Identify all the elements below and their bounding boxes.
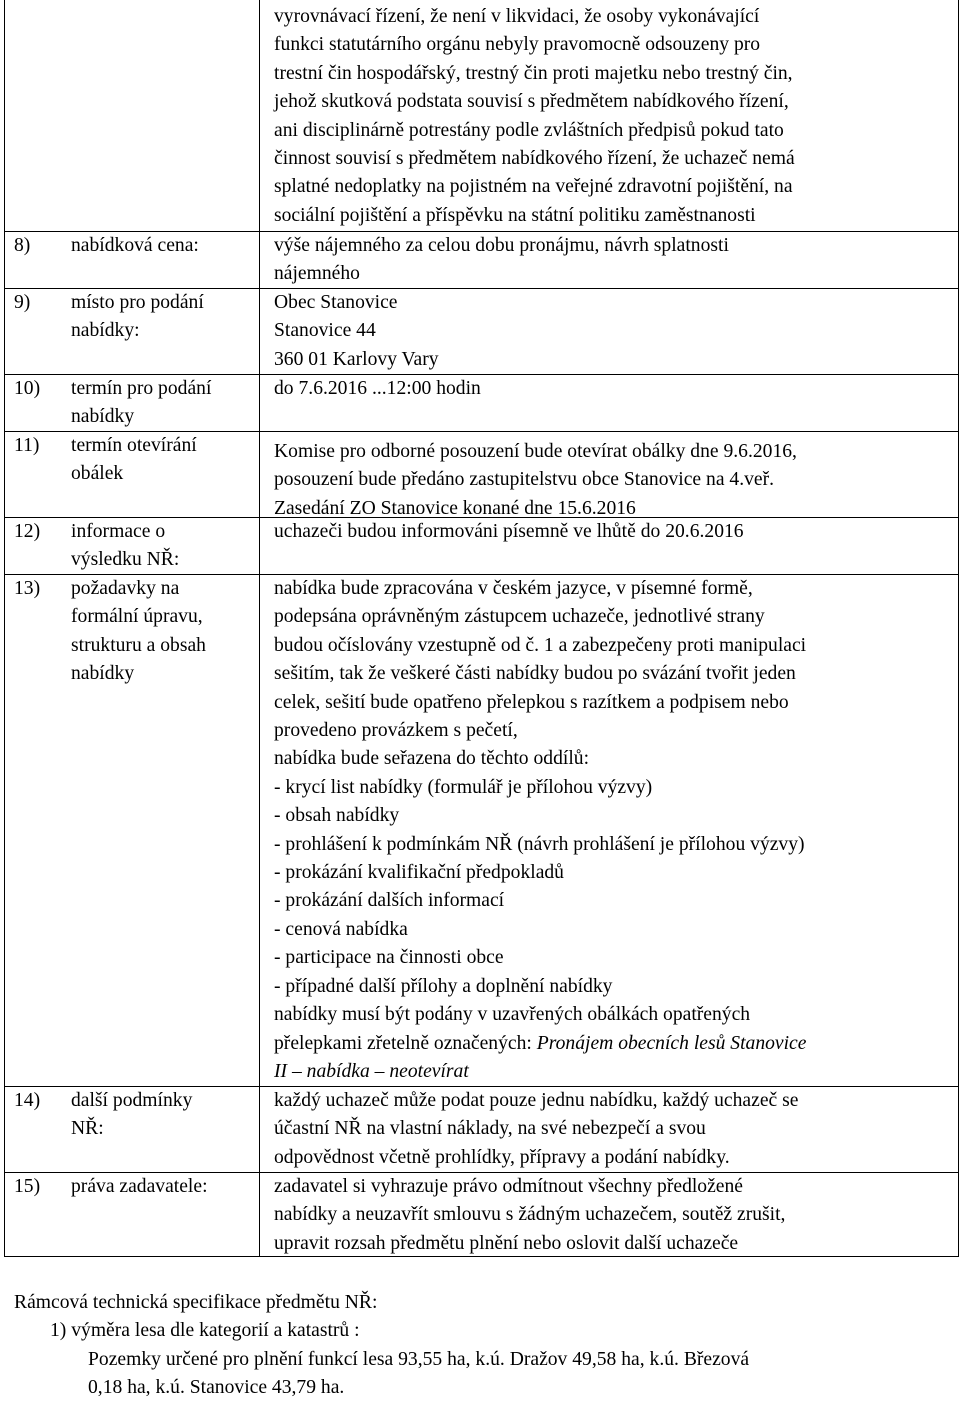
text-line (274, 1030, 954, 1058)
list-item: - případné další přílohy a doplnění nabídky (274, 975, 613, 997)
row-value-10 (274, 375, 954, 403)
text-line: Obec Stanovice (274, 292, 398, 313)
spec-description: Pozemky určené pro plnění funkcí lesa 93,55 ha, k.ú. Dražov 49,58 ha, k.ú. Březová (88, 1348, 750, 1370)
text-line: Zasedání ZO Stanovice konané dne 15.6.2016 (274, 497, 636, 519)
label-line: termín pro podání (71, 378, 212, 399)
row-value-11 (274, 438, 954, 523)
envelope-marking: Pronájem obecních lesů Stanovice (536, 1032, 807, 1054)
text-line: posouzení bude předáno zastupitelstvu obce Stanovice na 4.veř. (274, 469, 775, 491)
label-line: práva zadavatele: (71, 1176, 208, 1197)
label-line: informace o (71, 521, 166, 542)
label-line: místo pro podání (71, 292, 204, 313)
list-item: - prokázání kvalifikační předpokladů (274, 862, 564, 884)
label-line: nabídky (71, 406, 135, 428)
row-number: 13) (14, 578, 41, 599)
row-value-15 (274, 1173, 954, 1258)
envelope-lead: přelepkami zřetelně označených: (274, 1032, 537, 1054)
text-line: budou očíslovány vzestupně od č. 1 a zabezpečeny proti manipulaci (274, 634, 807, 656)
row-value-14 (274, 1087, 954, 1172)
row-number: 8) (14, 235, 31, 256)
text-line: provedeno provázkem s pečetí, (274, 720, 518, 742)
text-line: sešitím, tak že veškeré části nabídky budou po svázání tvořit jeden (274, 663, 796, 685)
label-line: výsledku NŘ: (71, 549, 180, 571)
row-number: 12) (14, 521, 41, 542)
row-value-12 (274, 518, 954, 546)
qualification-text (274, 3, 954, 230)
text-line: Komise pro odborné posouzení bude otevírat obálky dne 9.6.2016, (274, 441, 797, 462)
label-line: termín otevírání (71, 435, 197, 456)
row-number: 15) (14, 1176, 41, 1197)
list-item: - krycí list nabídky (formulář je přílohou výzvy) (274, 776, 653, 798)
text-line: do 7.6.2016 ...12:00 hodin (274, 378, 481, 399)
text-line: upravit rozsah předmětu plnění nebo oslovit další uchazeče (274, 1232, 739, 1254)
row-value-9 (274, 289, 954, 374)
text-line: podepsána oprávněným zástupcem uchazeče, jednotlivé strany (274, 606, 765, 628)
column-separator (259, 0, 260, 1256)
text-line: činnost souvisí s předmětem nabídkového řízení, že uchazeč nemá (274, 148, 795, 170)
list-item: - prohlášení k podmínkám NŘ (návrh prohlášení je přílohou výzvy) (274, 833, 805, 855)
text-line: zadavatel si vyhrazuje právo odmítnout všechny předložené (274, 1176, 743, 1197)
text-line: nabídka bude seřazena do těchto oddílů: (274, 748, 590, 770)
text-line: celek, sešití bude opatřeno přelepkou s razítkem a podpisem nebo (274, 691, 789, 713)
label-line: formální úpravu, (71, 606, 203, 628)
spec-item: 1) výměra lesa dle kategorií a katastrů : (50, 1320, 360, 1342)
row-number: 11) (14, 435, 40, 456)
text-line: nabídky musí být podány v uzavřených obálkách opatřených (274, 1004, 751, 1026)
text-line: sociální pojištění a příspěvku na státní politiku zaměstnanosti (274, 204, 756, 226)
text-line: vyrovnávací řízení, že není v likvidaci, že osoby vykonávající (274, 6, 760, 27)
row-number: 10) (14, 378, 41, 399)
text-line: každý uchazeč může podat pouze jednu nabídku, každý uchazeč se (274, 1090, 799, 1111)
list-item: - cenová nabídka (274, 918, 408, 940)
text-line: nájemného (274, 263, 360, 285)
text-line: ani disciplinárně potrestány podle zvláštních předpisů pokud tato (274, 119, 784, 141)
text-line: splatné nedoplatky na pojistném na veřejné zdravotní pojištění, na (274, 176, 793, 198)
label-line: nabídky: (71, 320, 140, 342)
list-item: - participace na činnosti obce (274, 947, 504, 969)
row-number: 14) (14, 1090, 41, 1111)
technical-specification (14, 1289, 944, 1403)
text-line: výše nájemného za celou dobu pronájmu, návrh splatnosti (274, 235, 729, 256)
label-line: nabídky (71, 663, 135, 685)
text-line: odpovědnost včetně prohlídky, přípravy a podání nabídky. (274, 1146, 730, 1168)
row-value-13 (274, 575, 954, 1086)
text-line: nabídky a neuzavřít smlouvu s žádným uchazečem, soutěž zrušit, (274, 1204, 786, 1226)
spec-description: 0,18 ha, k.ú. Stanovice 43,79 ha. (88, 1377, 345, 1399)
label-line: NŘ: (71, 1118, 104, 1140)
label-line: strukturu a obsah (71, 634, 206, 656)
section-heading: Rámcová technická specifikace předmětu NŘ: (14, 1292, 378, 1313)
list-item: - obsah nabídky (274, 805, 400, 827)
list-item: - prokázání dalších informací (274, 890, 505, 912)
text-line: trestní čin hospodářský, trestný čin proti majetku nebo trestný čin, (274, 62, 793, 84)
text-line: uchazeči budou informováni písemně ve lhůtě do 20.6.2016 (274, 521, 744, 542)
text-line: jehož skutková podstata souvisí s předmětem nabídkového řízení, (274, 91, 789, 113)
row-value-8 (274, 232, 954, 289)
label-line: nabídková cena: (71, 235, 199, 256)
text-line: účastní NŘ na vlastní náklady, na své nebezpečí a svou (274, 1118, 706, 1140)
label-line: další podmínky (71, 1090, 193, 1111)
text-line: nabídka bude zpracována v českém jazyce, v písemné formě, (274, 578, 753, 599)
text-line: 360 01 Karlovy Vary (274, 348, 439, 370)
envelope-marking: II – nabídka – neotevírat (274, 1060, 469, 1082)
label-line: obálek (71, 463, 124, 485)
label-line: požadavky na (71, 578, 180, 599)
text-line: funkci statutárního orgánu nebyly pravomocně odsouzeny pro (274, 34, 761, 56)
text-line: Stanovice 44 (274, 320, 376, 342)
row-number: 9) (14, 292, 31, 313)
